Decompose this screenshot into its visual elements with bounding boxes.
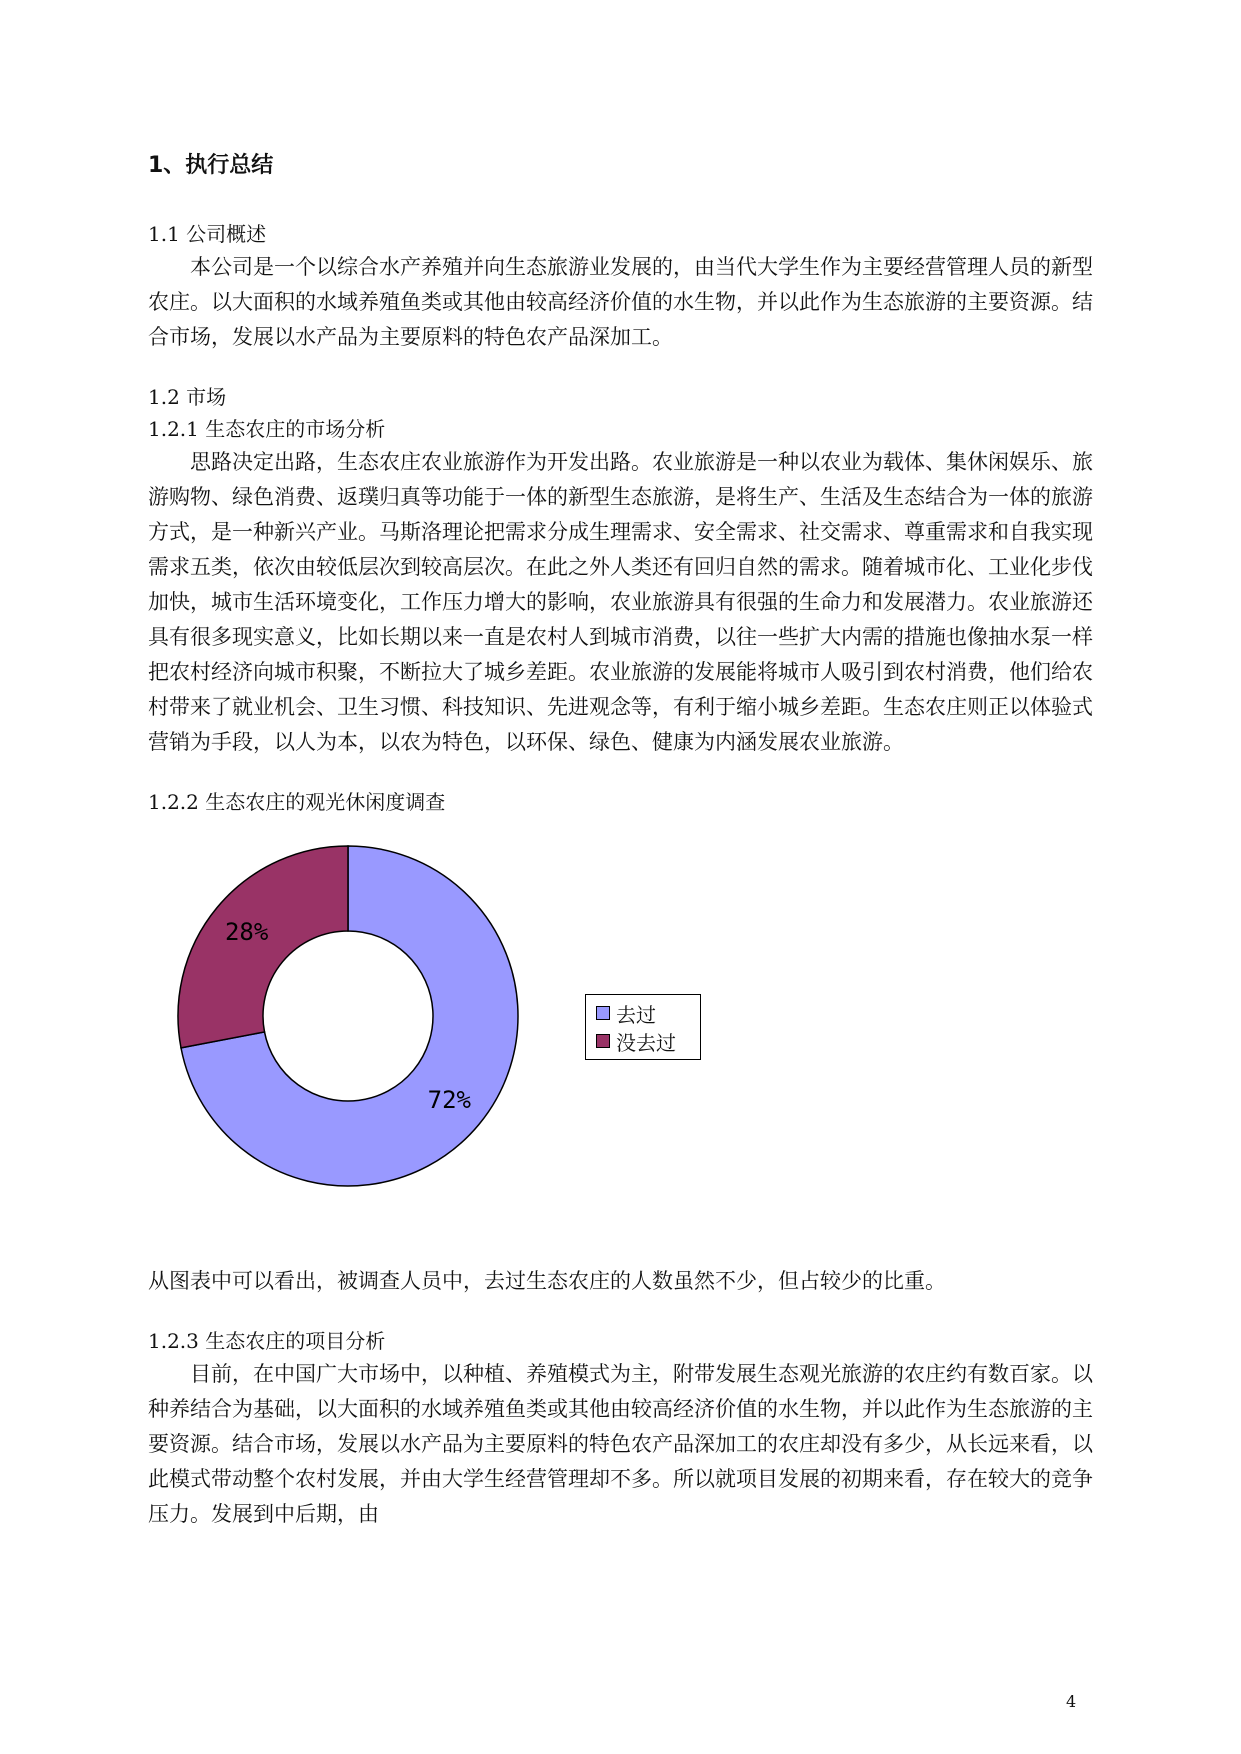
paragraph-market-analysis: 思路决定出路，生态农庄农业旅游作为开发出路。农业旅游是一种以农业为载体、集休闲娱乐、旅游购物、绿色消费、返璞归真等功能于一体的新型生态旅游，是将生产、生活及生态结合为一体的旅游方式，是一种新兴产业。马斯洛理论把需求分成生理需求、安全需求、社交需求、尊重需求和自我实现需求五类，依次由较低层次到较高层次。在此之外人类还有回归自然的需求。随着城市化、工业化步伐加快，城市生活环境变化，工作压力增大的影响，农业旅游具有很强的生命力和发展潜力。农业旅游还具有很多现实意义，比如长期以来一直是农村人到城市消费，以往一些扩大内需的措施也像抽水泵一样把农村经济向城市积聚，不断拉大了城乡差距。农业旅游的发展能将城市人吸引到农村消费，他们给农村带来了就业机会、卫生习惯、科技知识、先进观念等，有利于缩小城乡差距。生态农庄则正以体验式营销为手段，以人为本，以农为特色，以环保、绿色、健康为内涵发展农业旅游。 [148, 450, 1093, 754]
donut-chart-container [148, 836, 1093, 1256]
legend-swatch-visited [596, 1006, 610, 1020]
section-title: 1、执行总结 [148, 153, 274, 178]
chart-legend [585, 994, 701, 1060]
spacer [148, 355, 1093, 381]
heading-1-2-1: 1.2.1 生态农庄的市场分析 [148, 417, 386, 441]
slice-label-visited: 72% [427, 1085, 472, 1114]
page-number: 4 [1066, 1692, 1077, 1711]
paragraph-project-analysis: 目前，在中国广大市场中，以种植、养殖模式为主，附带发展生态观光旅游的农庄约有数百家。以种养结合为基础，以大面积的水域养殖鱼类或其他由较高经济价值的水生物，并以此作为生态旅游的主要资源。结合市场，发展以水产品为主要原料的特色农产品深加工的农庄却没有多少，从长远来看，以此模式带动整个农村发展，并由大学生经营管理却不多。所以就项目发展的初期来看，存在较大的竞争压力。发展到中后期，由 [148, 1362, 1093, 1526]
legend-item-not-visited [596, 1027, 676, 1055]
donut-slice-not-visited [178, 846, 348, 1048]
legend-label-not-visited: 没去过 [616, 1030, 676, 1055]
spacer [148, 1299, 1093, 1325]
paragraph-company-overview: 本公司是一个以综合水产养殖并向生态旅游业发展的，由当代大学生作为主要经营管理人员的新型农庄。以大面积的水域养殖鱼类或其他由较高经济价值的水生物，并以此作为生态旅游的主要资源。结合市场，发展以水产品为主要原料的特色农产品深加工。 [148, 255, 1093, 349]
heading-1-1: 1.1 公司概述 [148, 222, 267, 246]
slice-label-not-visited: 28% [224, 918, 269, 947]
heading-1-2-3: 1.2.3 生态农庄的项目分析 [148, 1329, 386, 1353]
legend-label-visited: 去过 [616, 1002, 656, 1027]
heading-1-2-2: 1.2.2 生态农庄的观光休闲度调查 [148, 790, 446, 814]
spacer [148, 760, 1093, 786]
heading-1-2: 1.2 市场 [148, 385, 227, 409]
page-content [148, 150, 1093, 1532]
legend-item-visited [596, 999, 656, 1027]
legend-swatch-not-visited [596, 1034, 610, 1048]
chart-caption: 从图表中可以看出，被调查人员中，去过生态农庄的人数虽然不少，但占较少的比重。 [148, 1269, 946, 1293]
